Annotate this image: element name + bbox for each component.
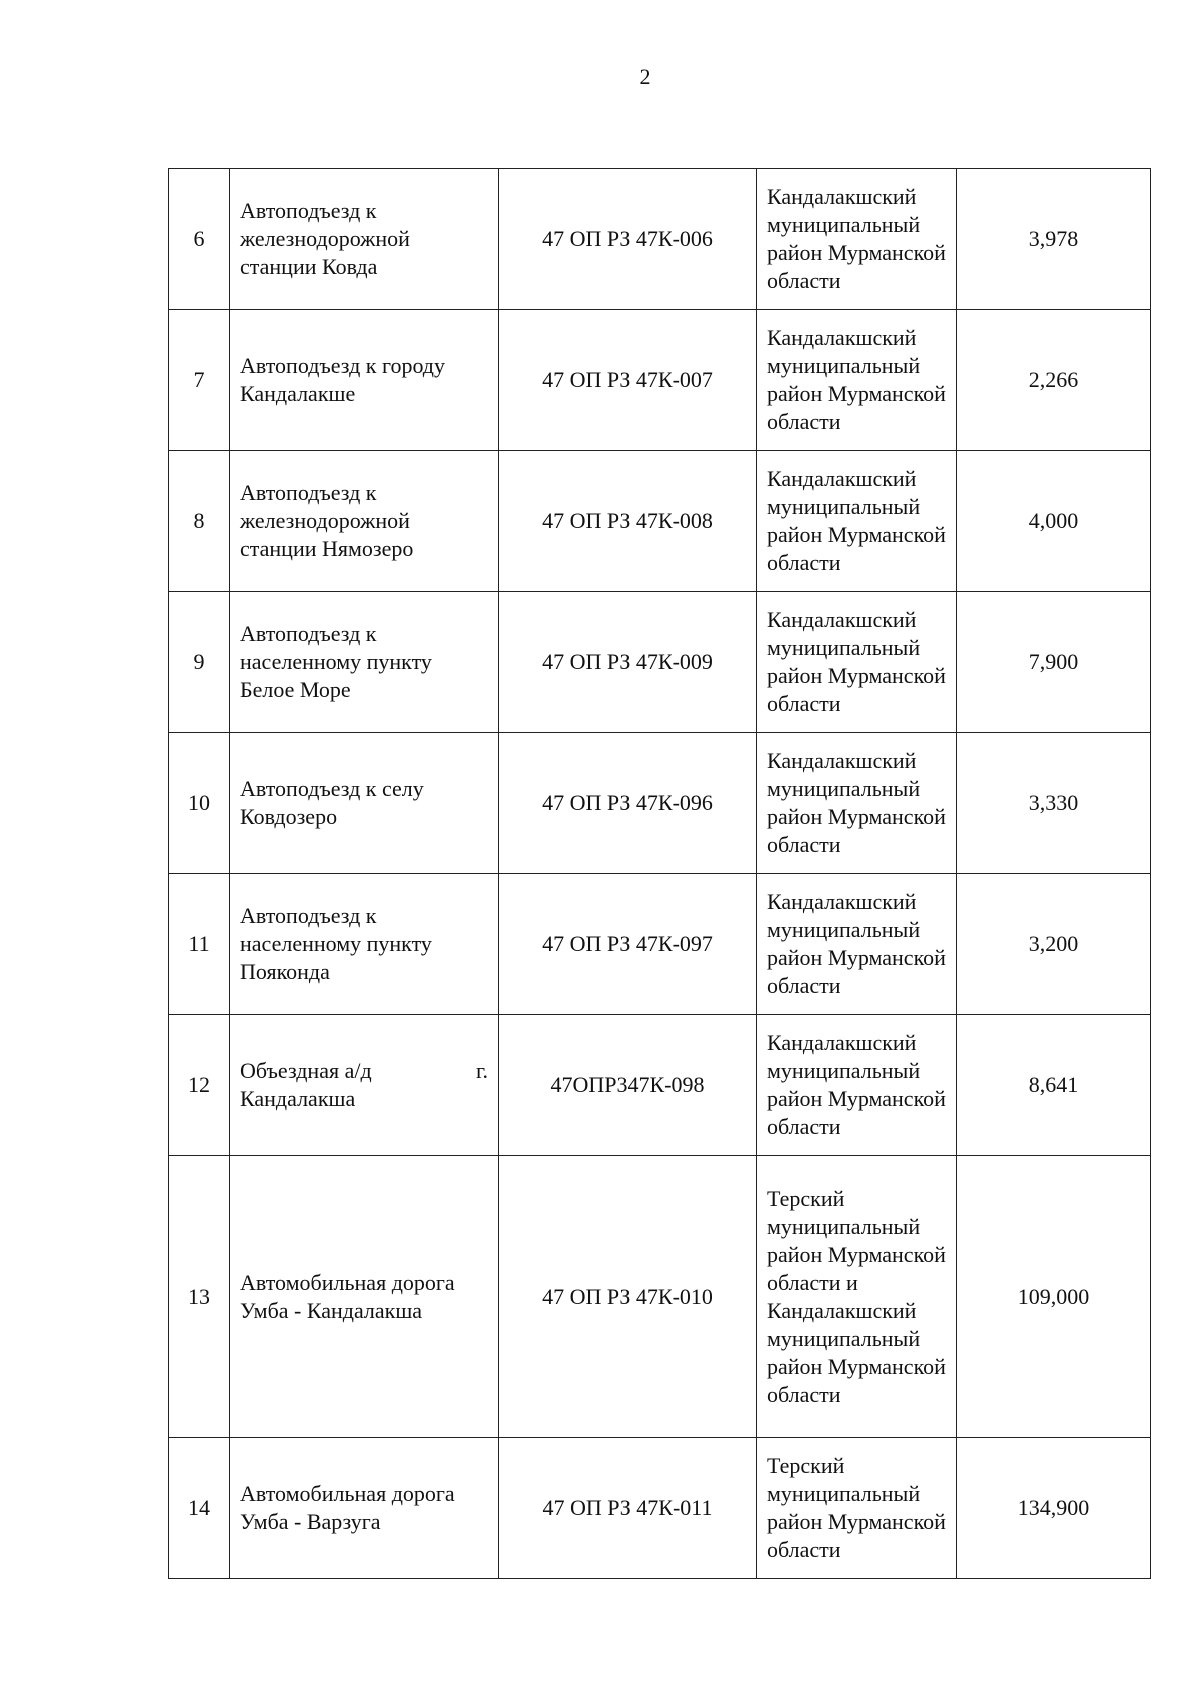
road-length: 7,900 [957, 592, 1151, 733]
road-name-city-abbr: г. [475, 1058, 488, 1083]
road-district: Кандалакшский муниципальный район Мурманской области [757, 1015, 957, 1156]
road-length: 3,978 [957, 169, 1151, 310]
road-district: Терский муниципальный район Мурманской области и Кандалакшский муниципальный район Мурманской области [757, 1156, 957, 1438]
row-number: 6 [169, 169, 230, 310]
table-row [169, 310, 1151, 451]
row-number: 7 [169, 310, 230, 451]
road-code: 47 ОП РЗ 47К-097 [499, 874, 757, 1015]
road-name [230, 1015, 499, 1156]
table-row [169, 874, 1151, 1015]
road-name: Автоподъезд к железнодорожной станции Ковда [230, 169, 499, 310]
road-name: Автоподъезд к селу Ковдозеро [230, 733, 499, 874]
road-length: 134,900 [957, 1438, 1151, 1579]
road-name: Автомобильная дорога Умба - Кандалакша [230, 1156, 499, 1438]
row-number: 8 [169, 451, 230, 592]
table-row [169, 733, 1151, 874]
road-code: 47 ОП РЗ 47К-008 [499, 451, 757, 592]
road-name-line-2: Кандалакша [240, 1086, 356, 1111]
row-number: 9 [169, 592, 230, 733]
page-number: 2 [639, 64, 651, 89]
road-district: Кандалакшский муниципальный район Мурманской области [757, 310, 957, 451]
road-name: Автоподъезд к населенному пункту Белое Море [230, 592, 499, 733]
table-row [169, 592, 1151, 733]
road-length: 4,000 [957, 451, 1151, 592]
road-district: Кандалакшский муниципальный район Мурманской области [757, 874, 957, 1015]
road-district: Кандалакшский муниципальный район Мурманской области [757, 592, 957, 733]
road-name-line-1 [240, 1057, 488, 1085]
road-length: 3,330 [957, 733, 1151, 874]
road-name: Автоподъезд к населенному пункту Пояконда [230, 874, 499, 1015]
row-number: 10 [169, 733, 230, 874]
road-name: Автоподъезд к железнодорожной станции Нямозеро [230, 451, 499, 592]
road-district: Терский муниципальный район Мурманской области [757, 1438, 957, 1579]
row-number: 11 [169, 874, 230, 1015]
row-number: 13 [169, 1156, 230, 1438]
table-row [169, 1015, 1151, 1156]
road-length: 2,266 [957, 310, 1151, 451]
road-code: 47 ОП РЗ 47К-010 [499, 1156, 757, 1438]
road-length: 8,641 [957, 1015, 1151, 1156]
road-district: Кандалакшский муниципальный район Мурманской области [757, 451, 957, 592]
table-row [169, 1156, 1151, 1438]
row-number: 14 [169, 1438, 230, 1579]
road-code: 47ОПР347К-098 [499, 1015, 757, 1156]
roads-table [168, 168, 1151, 1579]
road-code: 47 ОП РЗ 47К-007 [499, 310, 757, 451]
table-row [169, 1438, 1151, 1579]
road-district: Кандалакшский муниципальный район Мурманской области [757, 733, 957, 874]
road-length: 109,000 [957, 1156, 1151, 1438]
road-name-prefix: Объездная а/д [240, 1058, 372, 1083]
road-code: 47 ОП РЗ 47К-011 [499, 1438, 757, 1579]
road-code: 47 ОП РЗ 47К-009 [499, 592, 757, 733]
row-number: 12 [169, 1015, 230, 1156]
road-name: Автоподъезд к городу Кандалакше [230, 310, 499, 451]
table-row [169, 169, 1151, 310]
road-length: 3,200 [957, 874, 1151, 1015]
road-district: Кандалакшский муниципальный район Мурманской области [757, 169, 957, 310]
road-name: Автомобильная дорога Умба - Варзуга [230, 1438, 499, 1579]
table-row [169, 451, 1151, 592]
road-code: 47 ОП РЗ 47К-006 [499, 169, 757, 310]
road-code: 47 ОП РЗ 47К-096 [499, 733, 757, 874]
